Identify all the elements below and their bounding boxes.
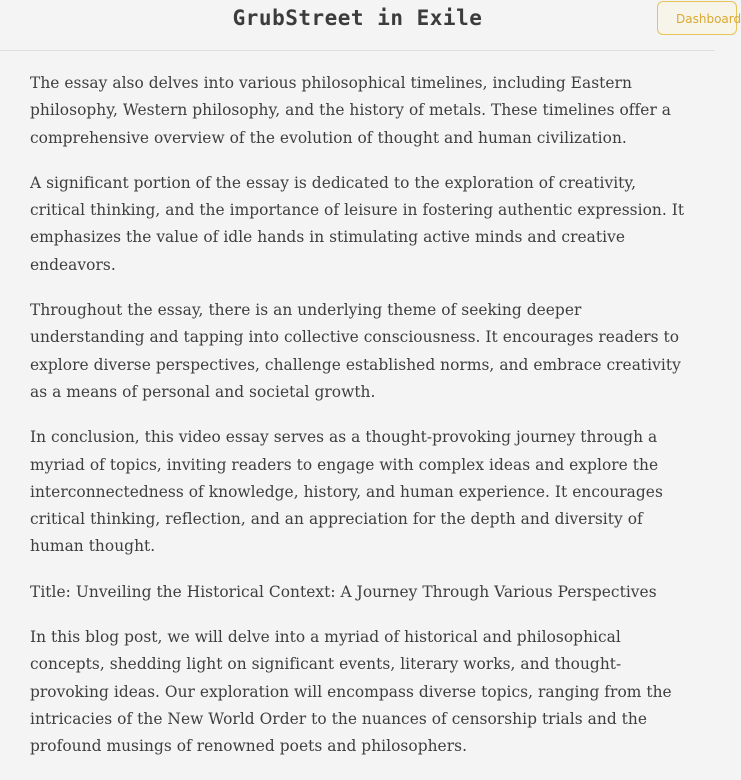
- paragraph-title-line: Title: Unveiling the Historical Context: A Journey Through Various Perspectives: [30, 582, 657, 601]
- dashboard-button[interactable]: Dashboard: [657, 1, 737, 35]
- paragraph-creativity: A significant portion of the essay is dedicated to the exploration of creativity, critical thinking, and the importance of leisure in fostering authentic expression. It emphasizes the value of idle hands in stimulating active minds and creative endeavors.: [30, 173, 685, 274]
- paragraph-philosophical-timelines: The essay also delves into various philosophical timelines, including Eastern philosophy, Western philosophy, and the history of metals. These timelines offer a comprehensive overview of the evolution of thought and human civilization.: [30, 74, 672, 147]
- site-title[interactable]: GrubStreet in Exile: [232, 6, 483, 30]
- paragraph-underlying-theme: Throughout the essay, there is an underlying theme of seeking deeper understanding and tapping into collective consciousness. It encourages readers to explore diverse perspectives, challenge established norms, and embrace creativity as a means of personal and societal growth.: [30, 301, 681, 401]
- paragraph-conclusion: In conclusion, this video essay serves as a thought-provoking journey through a myriad of topics, inviting readers to engage with complex ideas and explore the interconnectedness of knowledge, history, and human experience. It encourages critical thinking, reflection, and an appreciation for the depth and diversity of human thought.: [30, 428, 663, 556]
- paragraph-blog-intro: In this blog post, we will delve into a myriad of historical and philosophical concepts, shedding light on significant events, literary works, and thought-provoking ideas. Our exploration will encompass diverse topics, ranging from the intricacies of the New World Order to the nuances of censorship trials and the profound musings of renowned poets and philosophers.: [30, 628, 672, 756]
- article-body: [30, 70, 690, 779]
- top-header: [0, 0, 741, 51]
